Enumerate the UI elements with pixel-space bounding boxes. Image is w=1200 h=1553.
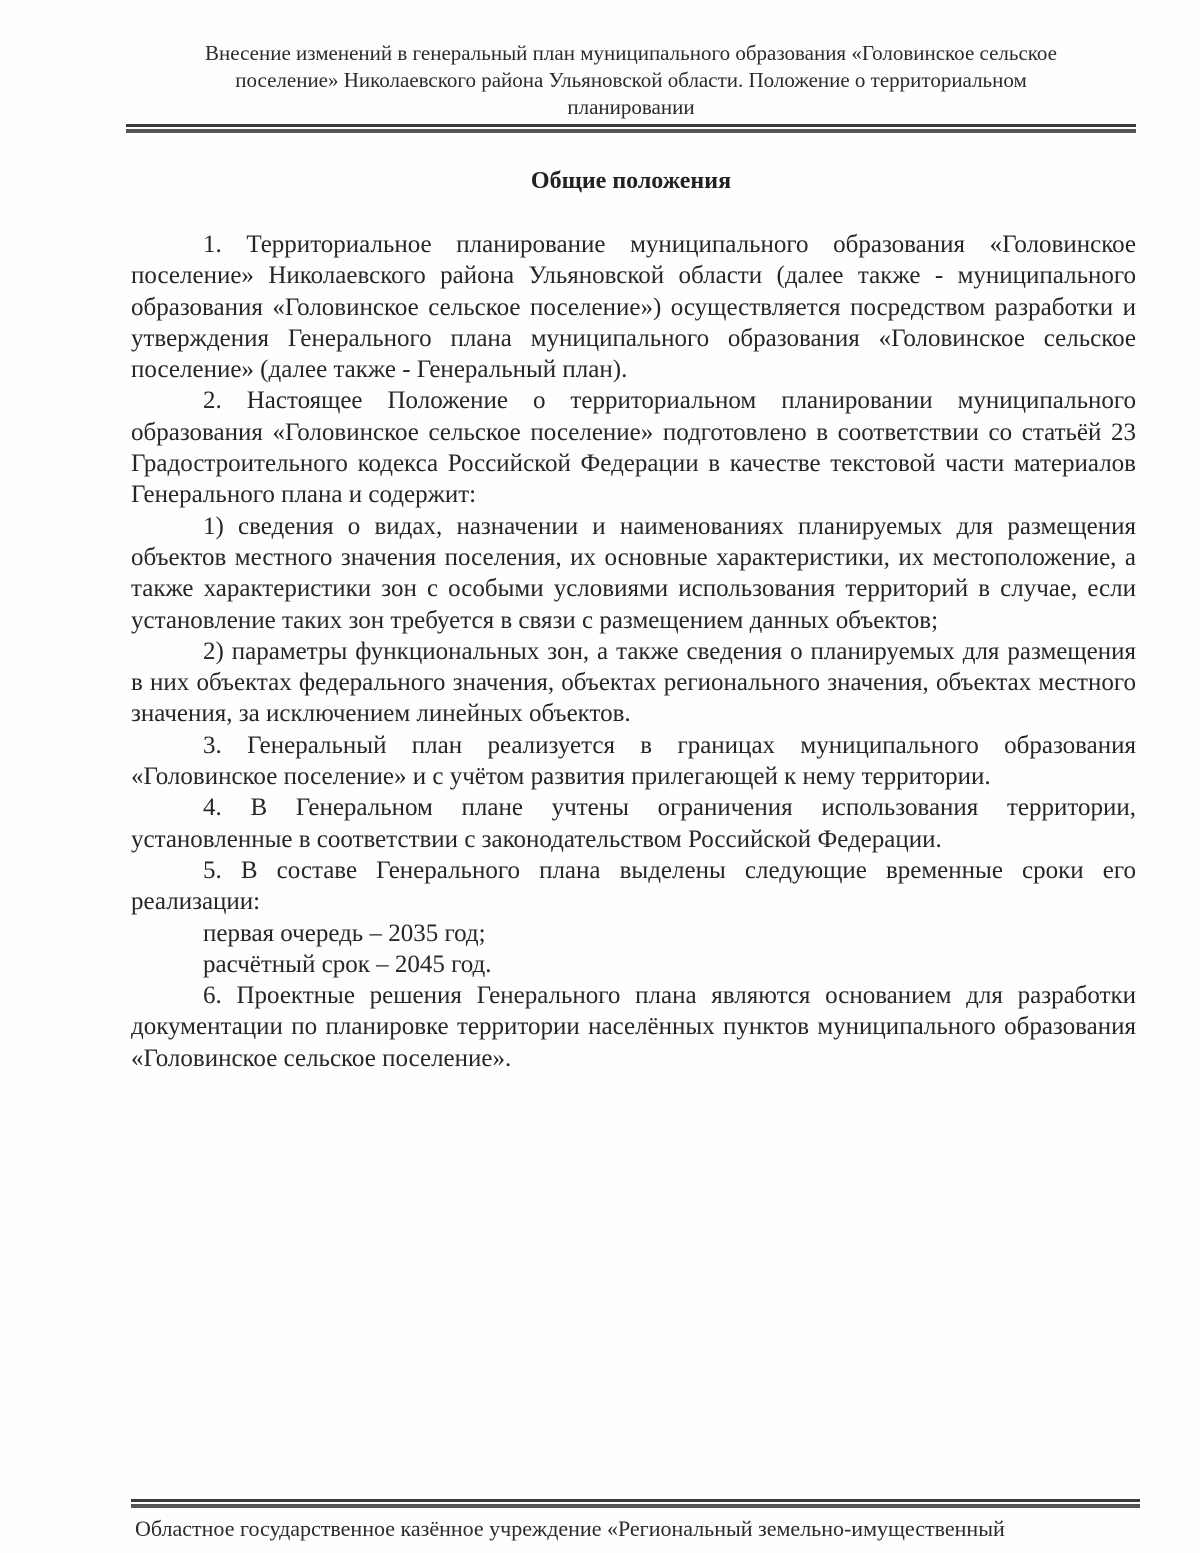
footer-divider [131, 1499, 1140, 1502]
paragraph: 1. Территориальное планирование муниципального образования «Головинское поселение» Николаевского района Ульяновской области (далее также - муниципального образования «Головинское сельское поселение») осуществляется посредством разработки и утверждения Генерального плана муниципального образования «Головинское сельское поселение» (далее также - Генеральный план). [131, 231, 1136, 384]
running-header [126, 40, 1136, 121]
running-footer: Областное государственное казённое учреждение «Региональный земельно-имущественный [135, 1516, 1005, 1541]
footer-divider [131, 1504, 1140, 1508]
paragraph: первая очередь – 2035 год; [203, 919, 486, 947]
header-divider [126, 124, 1136, 127]
paragraph: расчётный срок – 2045 год. [203, 950, 492, 978]
section-title: Общие положения [530, 168, 732, 194]
paragraph: 2. Настоящее Положение о территориальном планировании муниципального образования «Головинское сельское поселение» подготовлено в соответствии со статьёй 23 Градостроительного кодекса Российской Федерации в качестве текстовой части материалов Генерального плана и содержит: [131, 387, 1136, 509]
header-line: поселение» Николаевского района Ульяновской области. Положение о территориальном [235, 68, 1027, 92]
header-divider [126, 129, 1136, 133]
paragraph: 5. В составе Генерального плана выделены следующие временные сроки его реализации: [131, 856, 1136, 916]
paragraph: 2) параметры функциональных зон, а также сведения о планируемых для размещения в них объектах федерального значения, объектах регионального значения, объектах местного значения, за исключением линейных объектов. [131, 637, 1136, 728]
paragraph: 3. Генеральный план реализуется в границах муниципального образования «Головинское поселение» и с учётом развития прилегающей к нему территории. [131, 731, 1136, 791]
paragraph: 4. В Генеральном плане учтены ограничения использования территории, установленные в соответствии с законодательством Российской Федерации. [131, 794, 1136, 853]
paragraph: 6. Проектные решения Генерального плана являются основанием для разработки документации по планировке территории населённых пунктов муниципального образования «Головинское сельское поселение». [131, 982, 1136, 1072]
header-line: планировании [567, 95, 695, 119]
paragraph: 1) сведения о видах, назначении и наименованиях планируемых для размещения объектов местного значения поселения, их основные характеристики, их местоположение, а также характеристики зон с особыми условиями использования территорий в случае, если установление таких зон требуется в связи с размещением данных объектов; [131, 512, 1136, 634]
header-line: Внесение изменений в генеральный план муниципального образования «Головинское сельское [204, 41, 1058, 65]
document-body [131, 229, 1136, 1074]
